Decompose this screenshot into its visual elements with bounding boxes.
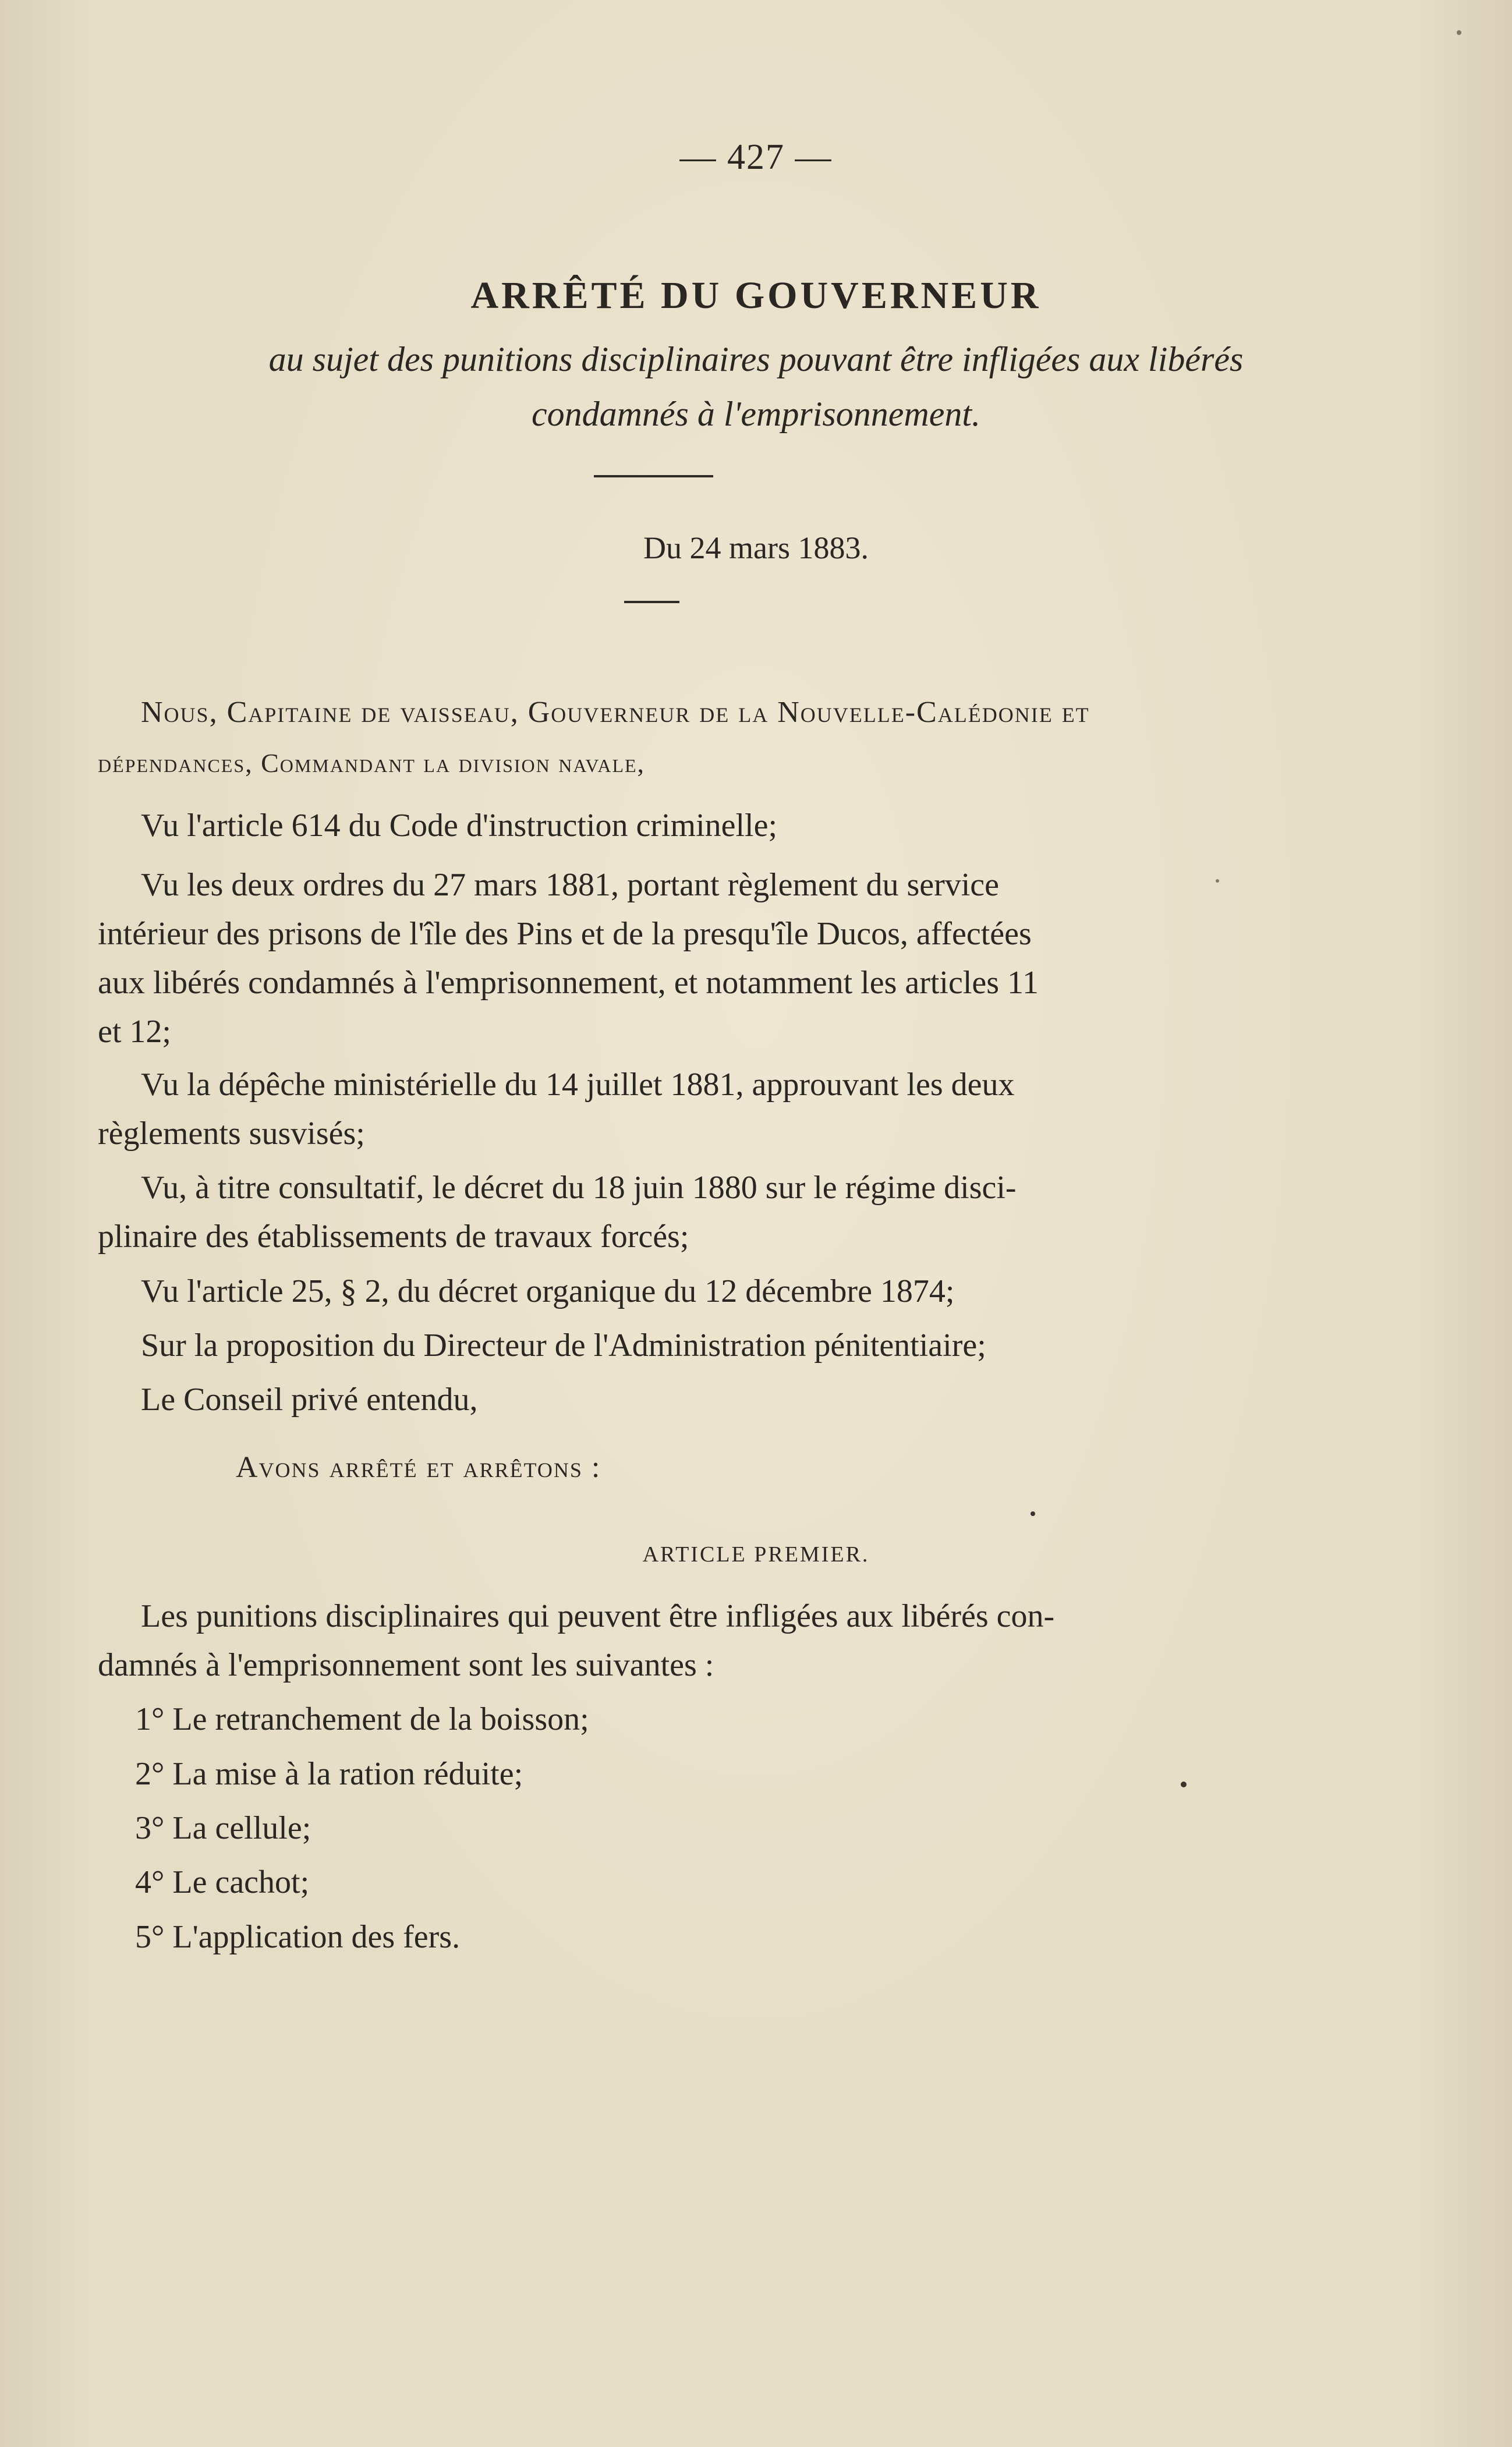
visa-line: Vu l'article 25, § 2, du décret organique du 12 décembre 1874; (141, 1273, 955, 1309)
visa-line: Vu les deux ordres du 27 mars 1881, portant règlement du service (141, 867, 1000, 903)
ink-speck (1216, 879, 1219, 883)
article-text-line-2: damnés à l'emprisonnement sont les suivantes : (98, 1647, 714, 1683)
visa-line: règlements susvisés; (98, 1116, 365, 1152)
visa-line: Vu, à titre consultatif, le décret du 18 juin 1880 sur le régime disci- (141, 1170, 1017, 1206)
ink-speck (1457, 30, 1461, 35)
visa-line: Vu l'article 614 du Code d'instruction criminelle; (141, 808, 778, 844)
preamble-line-2: dépendances, Commandant la division navale, (98, 748, 646, 778)
visa-line: Le Conseil privé entendu, (141, 1382, 478, 1418)
visa-line: plinaire des établissements de travaux forcés; (98, 1219, 689, 1255)
punishment-item: 5° L'application des fers. (135, 1919, 461, 1955)
visa-line: Vu la dépêche ministérielle du 14 juillet 1881, approuvant les deux (141, 1067, 1015, 1103)
ink-speck (1031, 1511, 1035, 1516)
visa-line: Sur la proposition du Directeur de l'Administration pénitentiaire; (141, 1327, 986, 1364)
decree-formula: Avons arrêté et arrêtons : (236, 1451, 601, 1484)
article-heading: ARTICLE PREMIER. (642, 1542, 870, 1567)
visa-line: aux libérés condamnés à l'emprisonnement, et notamment les articles 11 (98, 965, 1039, 1001)
decree-title: ARRÊTÉ DU GOUVERNEUR (470, 274, 1042, 317)
decree-subtitle-line-2: condamnés à l'emprisonnement. (531, 395, 981, 433)
separator-rule-short (624, 601, 679, 603)
decree-subtitle-line-1: au sujet des punitions disciplinaires pouvant être infligées aux libérés (268, 340, 1244, 378)
punishment-item: 2° La mise à la ration réduite; (135, 1756, 523, 1792)
preamble-line-1: Nous, Capitaine de vaisseau, Gouverneur de la Nouvelle-Calédonie et (141, 696, 1090, 729)
ink-speck (1181, 1782, 1187, 1787)
punishment-item: 4° Le cachot; (135, 1864, 310, 1900)
separator-rule (594, 475, 713, 477)
visa-line: et 12; (98, 1014, 171, 1050)
article-text-line-1: Les punitions disciplinaires qui peuvent être infligées aux libérés con- (141, 1598, 1055, 1634)
decree-date: Du 24 mars 1883. (643, 530, 869, 565)
punishment-item: 1° Le retranchement de la boisson; (135, 1701, 589, 1737)
punishment-item: 3° La cellule; (135, 1810, 311, 1846)
visa-line: intérieur des prisons de l'île des Pins et de la presqu'île Ducos, affectées (98, 916, 1032, 952)
page-number: — 427 — (679, 137, 833, 177)
